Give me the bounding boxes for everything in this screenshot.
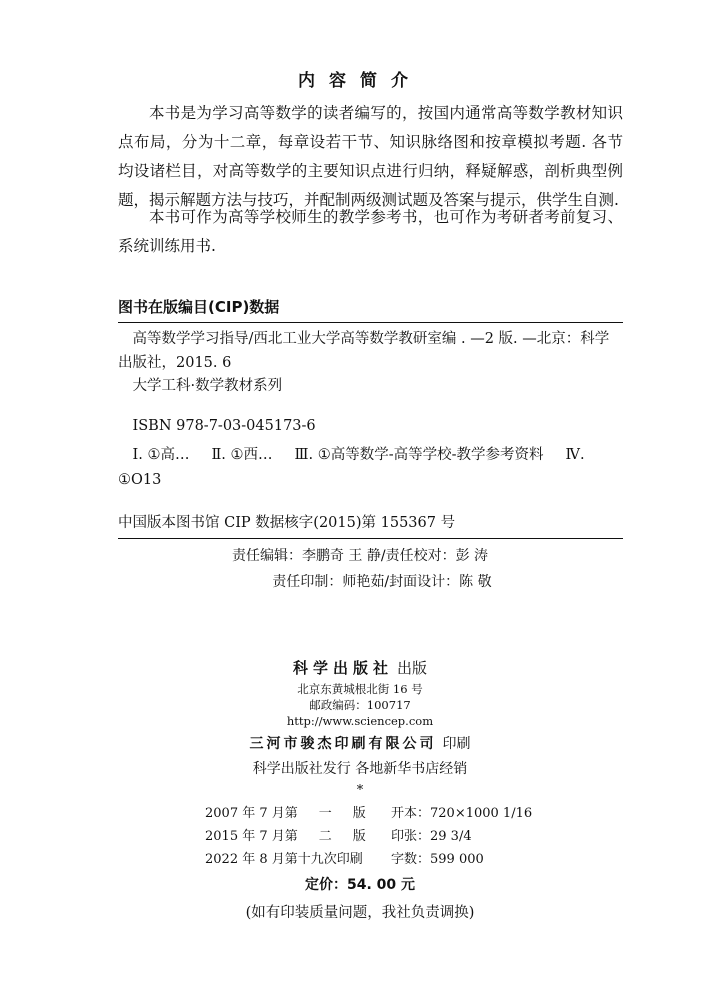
distribution-line: 科学出版社发行 各地新华书店经销 (252, 761, 468, 777)
cip-class-3: Ⅲ. ①高等数学-高等学校-教学参考资料 (294, 447, 544, 463)
edition-row (205, 825, 532, 848)
printer-name: 三河市骏杰印刷有限公司 (249, 736, 437, 752)
edition-spec: 字数：599 000 (391, 852, 484, 867)
editors-line-2: 责任印制：师艳茹/封面设计：陈 敬 (272, 574, 492, 590)
intro-paragraph-1 (118, 99, 623, 215)
cip-title-line: 高等数学学习指导/西北工业大学高等数学教研室编 . —2 版. —北京：科学出版社，2015. 6 (118, 331, 610, 371)
cip-bottom-rule (118, 538, 623, 539)
edition-date: 2007 年 7 月第 (205, 806, 298, 821)
editors-line-1: 责任编辑：李鹏奇 王 静/责任校对：彭 涛 (231, 548, 489, 564)
cip-top-rule (118, 322, 623, 323)
cip-number: 中国版本图书馆 CIP 数据核字(2015)第 155367 号 (118, 515, 456, 531)
separator-star: * (356, 783, 364, 798)
edition-spec: 印张：29 3/4 (391, 829, 472, 844)
cip-title-block (118, 327, 623, 375)
publisher-line (0, 657, 720, 678)
cip-classification (118, 443, 623, 493)
edition-number: 一 (318, 806, 332, 821)
intro-paragraph-2-text: 本书可作为高等学校师生的教学参考书，也可作为考研者考前复习、系统训练用书. (118, 208, 623, 255)
cip-heading: 图书在版编目(CIP)数据 (118, 298, 280, 316)
cip-class-2: Ⅱ. ①西… (211, 447, 273, 463)
intro-paragraph-1-text: 本书是为学习高等数学的读者编写的，按国内通常高等数学教材知识点布局，分为十二章，每章设若干节、知识脉络图和按章模拟考题. 各节均设诸栏目，对高等数学的主要知识点进行归纳，释疑解惑，剖析典型例题，揭示解题方法与技巧，并配制两级测试题及答案与提示，供学生自测. (118, 104, 623, 209)
edition-spec: 开本：720×1000 1/16 (391, 806, 533, 821)
publisher-postcode: 邮政编码：100717 (309, 698, 411, 712)
intro-title: 内容简介 (298, 71, 422, 91)
edition-table (205, 802, 532, 871)
edition-unit: 版 (352, 806, 366, 821)
edition-row (205, 848, 532, 871)
edition-row (205, 802, 532, 825)
edition-date: 2015 年 7 月第 (205, 829, 298, 844)
printer-line (0, 733, 720, 753)
publisher-suffix: 出版 (397, 659, 428, 677)
publisher-address: 北京东黄城根北街 16 号 (297, 682, 423, 696)
edition-number: 二 (318, 829, 332, 844)
cip-class-1: Ⅰ. ①高… (132, 447, 190, 463)
publisher-url: http://www.sciencep.com (286, 714, 434, 728)
edition-unit: 版 (352, 829, 366, 844)
cip-series: 大学工科·数学教材系列 (132, 378, 283, 394)
cip-isbn: ISBN 978-7-03-045173-6 (132, 418, 316, 434)
printer-suffix: 印刷 (442, 736, 471, 752)
publisher-name: 科学出版社 (292, 659, 393, 677)
quality-notice: (如有印装质量问题，我社负责调换) (245, 905, 475, 921)
price: 定价：54. 00 元 (304, 877, 416, 893)
cip-class-4: Ⅳ. ①O13 (118, 447, 585, 488)
intro-paragraph-2 (118, 203, 623, 261)
edition-date: 2022 年 8 月第十九次印刷 (205, 852, 363, 867)
